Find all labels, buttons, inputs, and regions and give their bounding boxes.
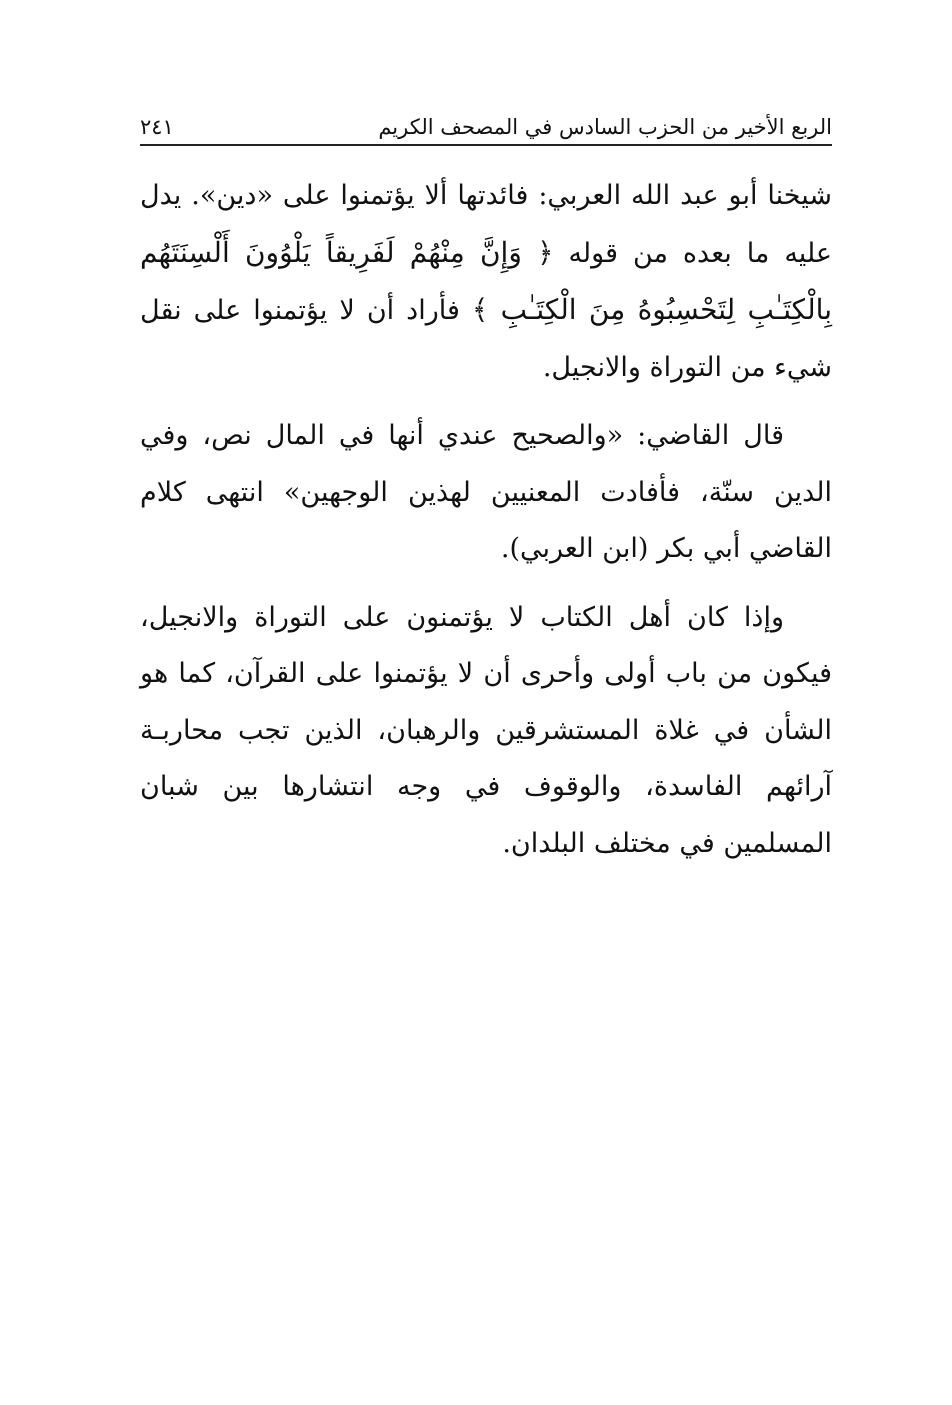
paragraph-continuation — [140, 168, 832, 396]
paragraph-conclusion: وإذا كان أهل الكتاب لا يؤتمنون على التوراة والانجيل، فيكون من باب أولى وأحرى أن لا يؤتمنوا على القرآن، كما هو الشأن في غلاة المستشرقين والرهبان، الذين تجب محاربـة آرائهم الفاسدة، والوقوف في وجه انتشارها بين شبان المسلمين في مختلف البلدان. — [140, 601, 832, 859]
paragraph-text: شيخنا أبو عبد الله العربي: فائدتها ألا يؤتمنوا على «دين». يدل عليه ما بعده من قوله — [140, 180, 832, 269]
body-text — [140, 168, 832, 884]
running-header-title: الربع الأخير من الحزب السادس في المصحف الكريم — [378, 115, 832, 139]
paragraph-text: فأراد أن لا يؤتمنوا على نقل شيء من التوراة والانجيل. — [140, 295, 832, 383]
running-header — [140, 104, 832, 146]
paragraph-qadi-quote: قال القاضي: «والصحيح عندي أنها في المال نص، وفي الدين سنّة، فأفادت المعنيين لهذين الوجهين» انتهى كلام القاضي أبي بكر (ابن العربي). — [140, 420, 832, 564]
page-number: ٢٤١ — [140, 115, 174, 139]
quran-verse: ﴿ وَإِنَّ مِنْهُمْ لَفَرِيقاً يَلْوُونَ أَلْسِنَتَهُم بِالْكِتَـٰبِ لِتَحْسِبُوهُ مِنَ الْكِتَـٰبِ ﴾ — [140, 235, 832, 326]
